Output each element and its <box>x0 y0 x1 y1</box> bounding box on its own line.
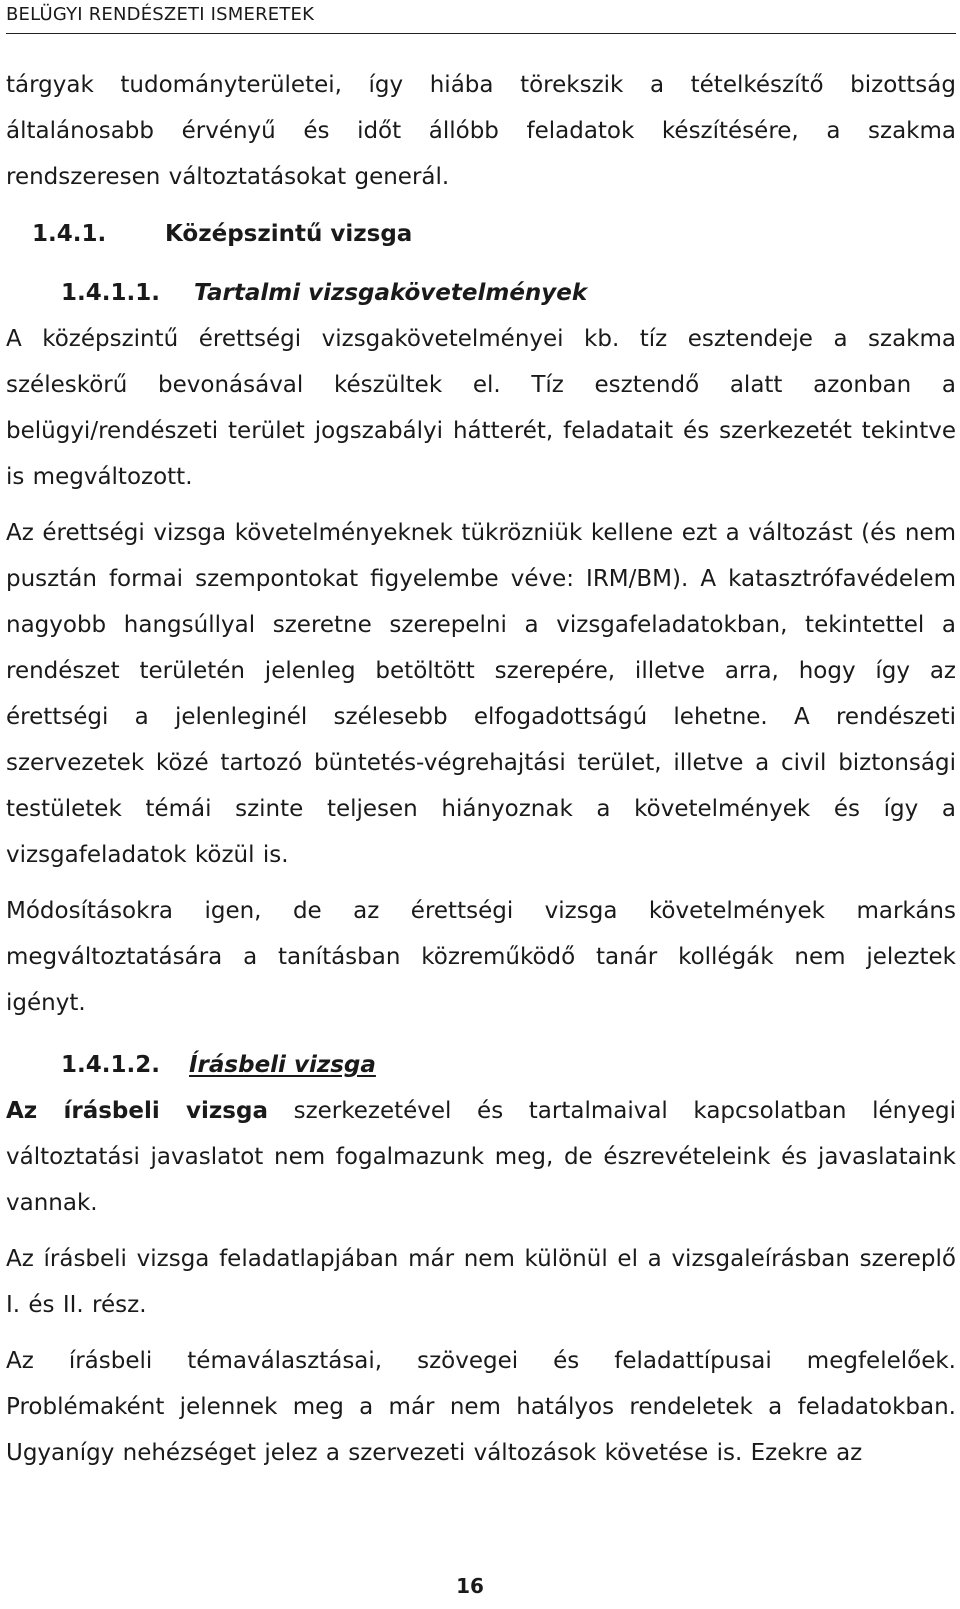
paragraph-lead: Az írásbeli vizsga <box>6 1098 268 1124</box>
heading-title: Tartalmi vizsgakövetelmények <box>194 280 588 306</box>
paragraph-written-exam-structure <box>6 1088 956 1226</box>
heading-title: Középszintű vizsga <box>165 221 413 247</box>
paragraph-intro: tárgyak tudományterületei, így hiába törekszik a tételkészítő bizottság általánosabb érvényű és időt állóbb feladatok készítésére, a szakma rendszeresen változtatásokat generál. <box>6 72 956 190</box>
paragraph-requirements-change: Az érettségi vizsga követelményeknek tükrözniük kellene ezt a változást (és nem pusztán formai szempontokat figyelembe véve: IRM/BM). A katasztrófavédelem nagyobb hangsúllyal szeretne szerepelni a vizsgafeladatokban, tekintettel a rendészet területén jelenleg betöltött szerepére, illetve arra, hogy így az érettségi a jelenleginél szélesebb elfogadottságú lehetne. A rendészeti szervezetek közé tartozó büntetés-végrehajtási terület, illetve a civil biztonsági testületek témái szinte teljesen hiányoznak a követelmények és így a vizsgafeladatok közül is. <box>6 520 956 868</box>
subsection-heading-1-4-1-1 <box>61 270 956 316</box>
page-number: 16 <box>456 1574 484 1598</box>
section-heading-1-4-1 <box>32 211 956 257</box>
paragraph-written-exam-topics: Az írásbeli témaválasztásai, szövegei és feladattípusai megfelelőek. Problémaként jelennek meg a már nem hatályos rendeletek a feladatokban. Ugyanígy nehézséget jelez a szervezeti változások követése is. Ezekre az <box>6 1348 956 1466</box>
heading-number: 1.4.1.1. <box>61 280 160 306</box>
subsection-heading-1-4-1-2 <box>61 1042 956 1088</box>
heading-number: 1.4.1. <box>32 221 107 247</box>
paragraph-body: szerkezetével és tartalmaival kapcsolatban lényegi változtatási javaslatot nem fogalmazunk meg, de észrevételeink és javaslataink vannak. <box>6 1098 956 1216</box>
paragraph-modifications: Módosításokra igen, de az érettségi vizsga követelmények markáns megváltoztatására a tanításban közreműködő tanár kollégák nem jeleztek igényt. <box>6 898 956 1016</box>
page-content <box>6 62 956 1476</box>
paragraph-requirements-history: A középszintű érettségi vizsgakövetelményei kb. tíz esztendeje a szakma széleskörű bevonásával készültek el. Tíz esztendő alatt azonban a belügyi/rendészeti terület jogszabályi hátterét, feladatait és szerkezetét tekintve is megváltozott. <box>6 326 956 490</box>
paragraph-written-exam-parts: Az írásbeli vizsga feladatlapjában már nem különül el a vizsgaleírásban szereplő I. és II. rész. <box>6 1246 956 1318</box>
heading-title: Írásbeli vizsga <box>189 1052 376 1078</box>
heading-number: 1.4.1.2. <box>61 1052 160 1078</box>
header-rule <box>6 33 956 34</box>
running-header: BELÜGYI RENDÉSZETI ISMERETEK <box>6 4 315 25</box>
